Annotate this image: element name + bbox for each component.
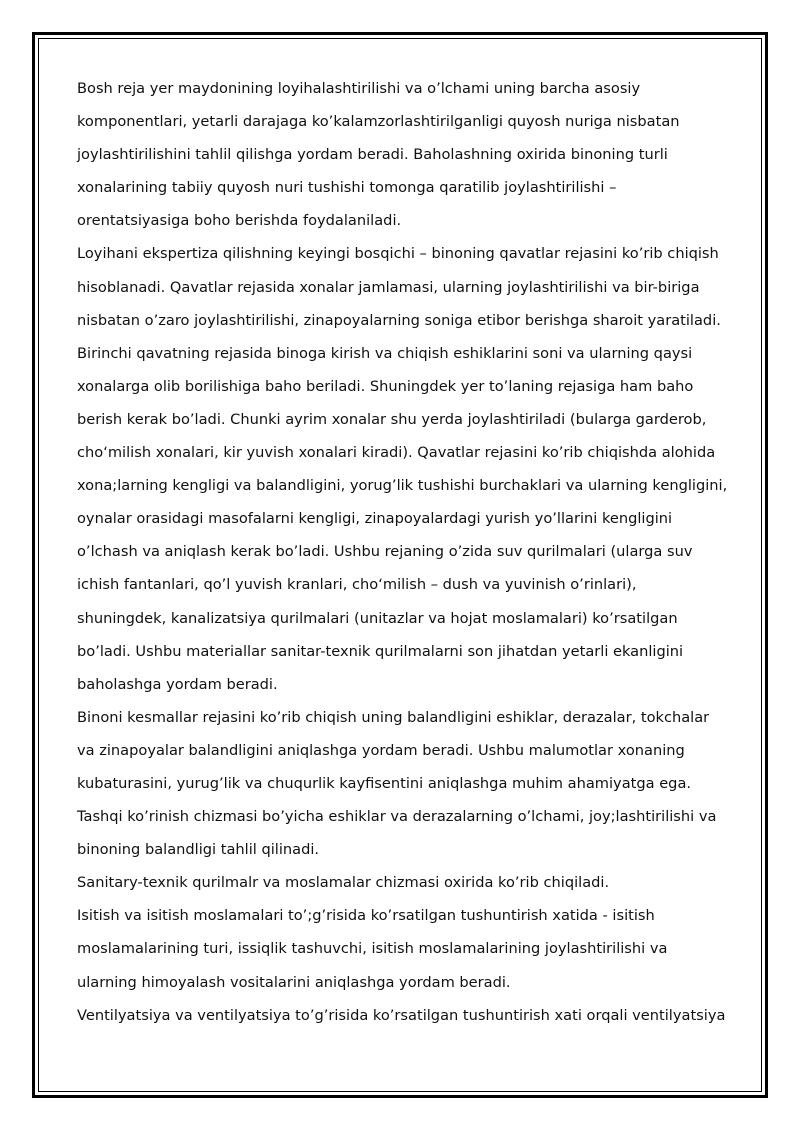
text-line: bo’ladi. Ushbu materiallar sanitar-texnik qurilmalarni son jihatdan yetarli ekanligini [77,642,684,660]
text-line: berish kerak bo’ladi. Chunki ayrim xonalar shu yerda joylashtiriladi (bularga garderob, [77,410,707,428]
text-line: orentatsiyasiga boho berishda foydalaniladi. [77,212,402,230]
text-line: ichish fantanlari, qo’l yuvish kranlari, cho‘milish – dush va yuvinish o’rinlari), [77,576,637,594]
text-line: joylashtirilishini tahlil qilishga yordam beradi. Baholashning oxirida binoning turli [77,146,668,164]
text-line: Birinchi qavatning rejasida binoga kirish va chiqish eshiklarini soni va ularning qaysi [77,344,693,362]
text-line: moslamalarining turi, issiqlik tashuvchi, isitish moslamalarining joylashtirilishi va [77,940,668,958]
text-line: baholashga yordam beradi. [77,675,278,693]
text-line: kubaturasini, yurug’lik va chuqurlik kayfisentini aniqlashga muhim ahamiyatga ega. [77,774,692,792]
text-line: Ventilyatsiya va ventilyatsiya to’g’risida ko’rsatilgan tushuntirish xati orqali ventilyatsiya [77,1006,726,1024]
text-line: Sanitary-texnik qurilmalr va moslamalar chizmasi oxirida ko’rib chiqiladi. [77,874,610,892]
text-line: nisbatan o’zaro joylashtirilishi, zinapoyalarning soniga etibor berishga sharoit yaratiladi. [77,311,721,329]
text-line: Binoni kesmallar rejasini ko’rib chiqish uning balandligini eshiklar, derazalar, tokchalar [77,708,710,726]
text-line: hisoblanadi. Qavatlar rejasida xonalar jamlamasi, ularning joylashtirilishi va bir-biriga [77,278,700,296]
text-line: oynalar orasidagi masofalarni kengligi, zinapoyalardagi yurish yo’llarini kengligini [77,510,673,528]
text-line: Loyihani ekspertiza qilishning keyingi bosqichi – binoning qavatlar rejasini ko’rib chiqish [77,245,719,263]
text-line: va zinapoyalar balandligini aniqlashga yordam beradi. Ushbu malumotlar xonaning [77,741,685,759]
text-line: cho‘milish xonalari, kir yuvish xonalari kiradi). Qavatlar rejasini ko’rib chiqishda alohida [77,444,716,462]
text-line: Bosh reja yer maydonining loyihalashtirilishi va o’lchami uning barcha asosiy [77,80,641,97]
document-body [77,72,737,1032]
text-line: komponentlari, yetarli darajaga ko’kalamzorlashtirilganligi quyosh nuriga nisbatan [77,113,680,131]
text-line: xonalarga olib borilishiga baho beriladi. Shuningdek yer to’laning rejasiga ham baho [77,377,694,395]
text-line: xonalarining tabiiy quyosh nuri tushishi tomonga qaratilib joylashtirilishi – [77,179,617,197]
text-line: xona;larning kengligi va balandligini, yorug’lik tushishi burchaklari va ularning kengligini, [77,477,728,495]
text-line: Tashqi ko’rinish chizmasi bo’yicha eshiklar va derazalarning o’lchami, joy;lashtirilishi va [77,808,717,826]
text-line: ularning himoyalash vositalarini aniqlashga yordam beradi. [77,973,511,991]
text-line: binoning balandligi tahlil qilinadi. [77,841,320,859]
text-line: Isitish va isitish moslamalari to’;g’risida ko’rsatilgan tushuntirish xatida - isitish [77,907,655,925]
text-line: shuningdek, kanalizatsiya qurilmalari (unitazlar va hojat moslamalari) ko’rsatilgan [77,609,678,627]
text-line: o’lchash va aniqlash kerak bo’ladi. Ushbu rejaning o’zida suv qurilmalari (ularga suv [77,543,693,561]
